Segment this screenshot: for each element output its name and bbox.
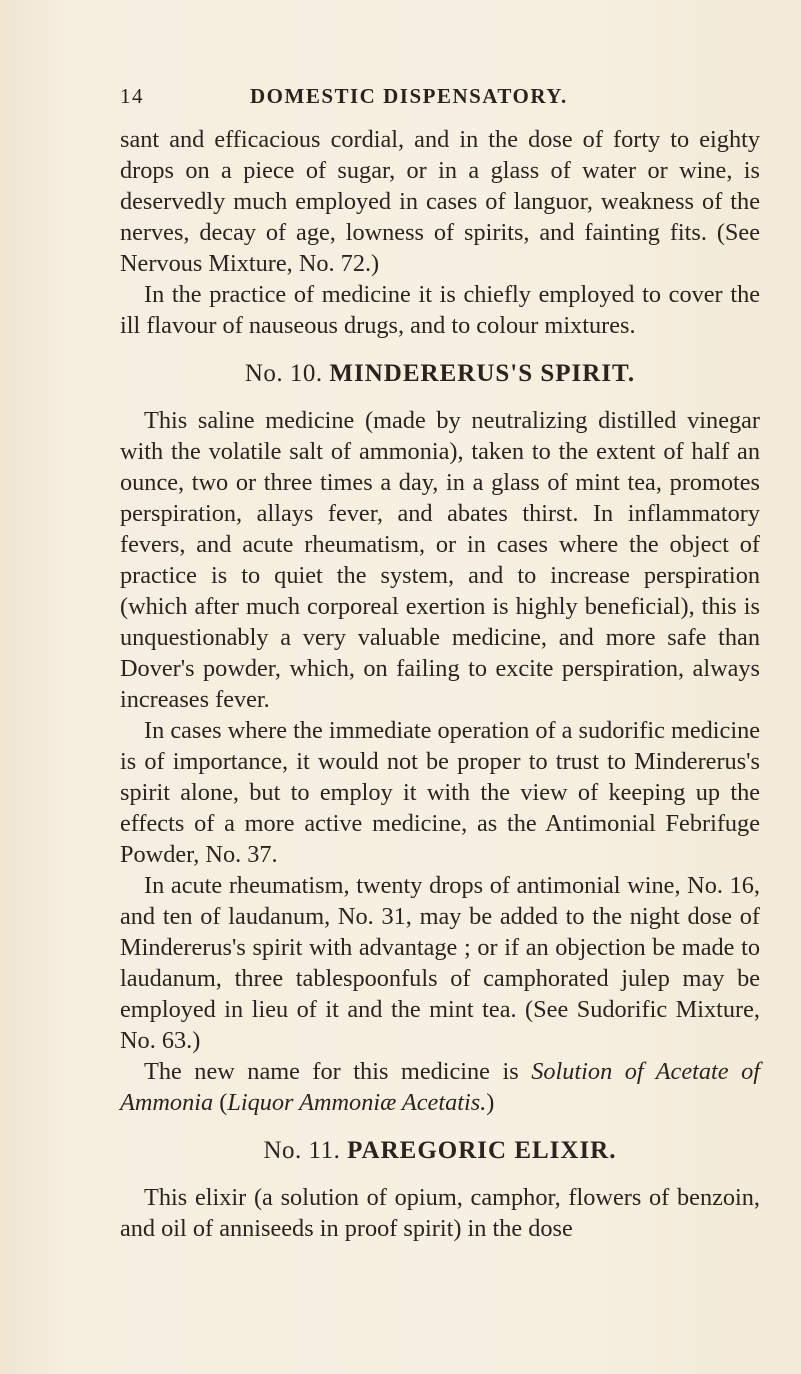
- section-heading-paregoric: [120, 1135, 760, 1166]
- section-title: MINDERERUS'S SPIRIT.: [329, 360, 636, 387]
- paragraph-mindererus-new-name: [120, 1056, 760, 1118]
- paragraph-mindererus-sudorific: In cases where the immediate operation of a sudorific medicine is of importance, it would not be proper to trust to Mindererus's spirit alone, but to employ it with the view of keeping up the effects of a more active medicine, as the Antimonial Febrifuge Powder, No. 37.: [120, 717, 760, 868]
- text-run: The new name for this medicine is: [144, 1058, 532, 1085]
- section-number: No. 11.: [263, 1137, 341, 1164]
- text-run: (: [213, 1089, 228, 1116]
- running-head: [120, 84, 740, 114]
- text-run: ): [486, 1089, 495, 1116]
- italic-latin-name: Liquor Ammoniæ Acetatis.: [227, 1089, 487, 1116]
- section-number: No. 10.: [244, 360, 323, 387]
- paragraph-cordial-continued: sant and efficacious cordial, and in the dose of forty to eighty drops on a piece of sugar, or in a glass of water or wine, is deservedly much employed in cases of languor, weakness of the nerves, decay of age, lowness of spirits, and fainting fits. (See Nervous Mixture, No. 72.): [120, 126, 760, 277]
- running-title: DOMESTIC DISPENSATORY.: [250, 84, 568, 108]
- italic-name: Solution of Acetate of Ammonia: [120, 1058, 760, 1116]
- section-heading-mindererus: [120, 358, 760, 389]
- paragraph-mindererus-rheumatism: In acute rheumatism, twenty drops of antimonial wine, No. 16, and ten of laudanum, No. 31, may be added to the night dose of Mindererus's spirit with advantage ; or if an objection be made to laudanum, three tablespoonfuls of camphorated julep may be employed in lieu of it and the mint tea. (See Sudorific Mixture, No. 63.): [120, 872, 760, 1054]
- body-text: [120, 124, 760, 1244]
- paragraph-paregoric-description: This elixir (a solution of opium, camphor, flowers of benzoin, and oil of anniseeds in proof spirit) in the dose: [120, 1184, 760, 1242]
- paragraph-cordial-practice: In the practice of medicine it is chiefly employed to cover the ill flavour of nauseous drugs, and to colour mixtures.: [120, 281, 760, 339]
- page-number: 14: [120, 84, 144, 108]
- section-title: PAREGORIC ELIXIR.: [347, 1137, 617, 1164]
- paragraph-mindererus-description: This saline medicine (made by neutralizing distilled vinegar with the volatile salt of ammonia), taken to the extent of half an ounce, two or three times a day, in a glass of mint tea, promotes perspiration, allays fever, and abates thirst. In inflammatory fevers, and acute rheumatism, or in cases where the object of practice is to quiet the system, and to increase perspiration (which after much corporeal exertion is highly beneficial), this is unquestionably a very valuable medicine, and more safe than Dover's powder, which, on failing to excite perspiration, always increases fever.: [120, 407, 760, 713]
